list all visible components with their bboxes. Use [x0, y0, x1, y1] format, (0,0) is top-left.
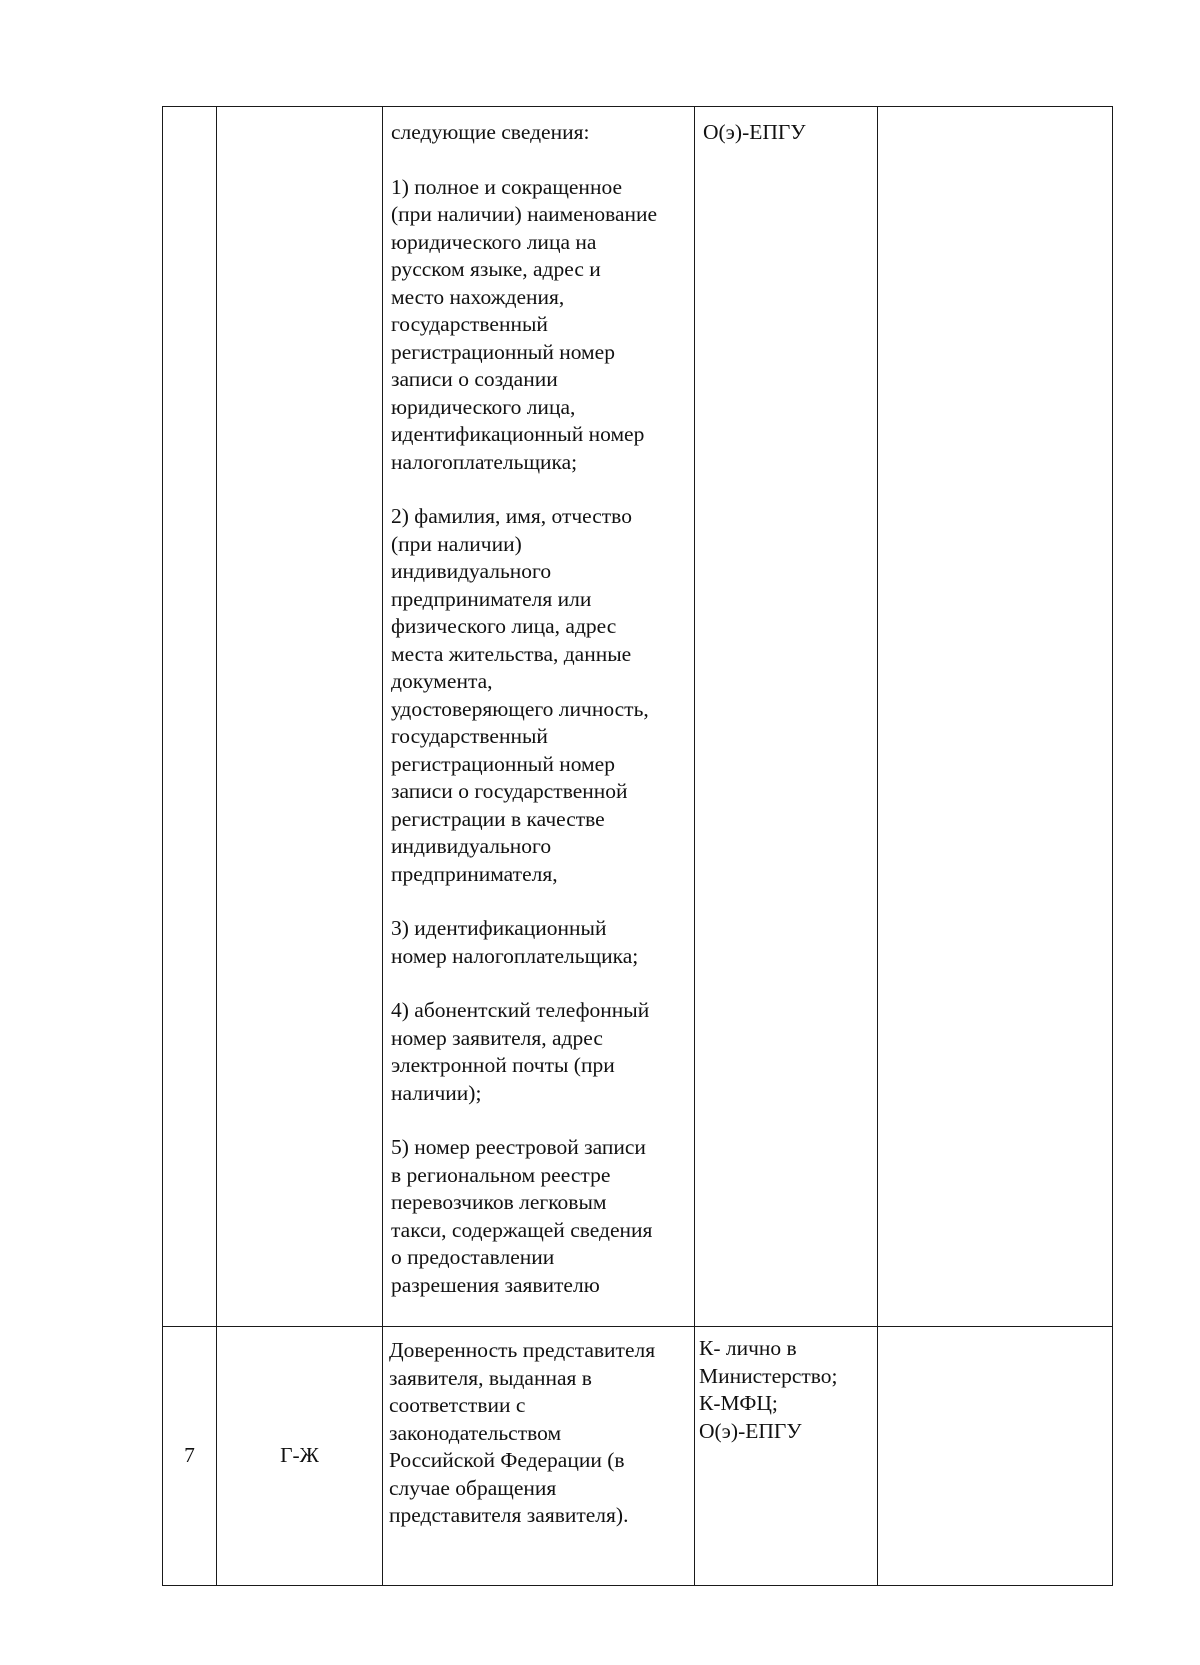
note-cell [878, 107, 1113, 1327]
submission-method-cell: О(э)-ЕПГУ [695, 107, 878, 1327]
description-intro: следующие сведения: [391, 120, 590, 144]
description-item-3: 3) идентификационный номер налогоплательщика; [391, 916, 639, 968]
category-cell [217, 107, 383, 1327]
description-cell [383, 107, 695, 1327]
table-row [163, 107, 1113, 1327]
submission-method-cell [695, 1327, 878, 1586]
row-number-cell [163, 107, 217, 1327]
description-item-2: 2) фамилия, имя, отчество (при наличии) индивидуального предпринимателя или физического лица, адрес места жительства, данные документа, удостоверяющего личность, государственный регистрационный номер записи о государственной регистрации в качестве индивидуального предпринимателя, [391, 504, 649, 886]
note-cell [878, 1327, 1113, 1586]
description-item-4: 4) абонентский телефонный номер заявителя, адрес электронной почты (при наличии); [391, 998, 650, 1105]
description-text: Доверенность представителя заявителя, выданная в соответствии с законодательством Российской Федерации (в случае обращения представителя заявителя). [389, 1338, 656, 1527]
description-item-5: 5) номер реестровой записи в региональном реестре перевозчиков легковым такси, содержащей сведения о предоставлении разрешения заявителю [391, 1135, 653, 1297]
submission-method-text: К- лично в Министерство; К-МФЦ; О(э)-ЕПГУ [699, 1336, 838, 1443]
description-item-1: 1) полное и сокращенное (при наличии) наименование юридического лица на русском языке, адрес и место нахождения, государственный регистрационный номер записи о создании юридического лица, идентификационный номер налогоплательщика; [391, 174, 658, 474]
category-cell: Г-Ж [217, 1327, 383, 1586]
row-number-cell: 7 [163, 1327, 217, 1586]
table-row [163, 1327, 1113, 1586]
documents-table [162, 106, 1113, 1586]
description-cell [383, 1327, 695, 1586]
